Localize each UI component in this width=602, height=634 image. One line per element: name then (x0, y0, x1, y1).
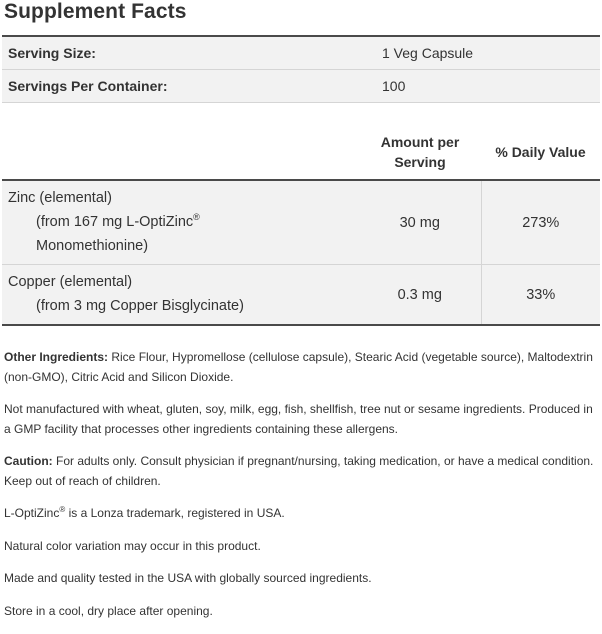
nutrient-table (2, 124, 600, 326)
registered-mark: ® (59, 505, 66, 514)
storage-statement: Store in a cool, dry place after opening. (4, 603, 213, 618)
nutrient-source: (from 3 mg Copper Bisglycinate) (36, 298, 244, 314)
nutrient-amount: 30 mg (399, 214, 440, 231)
made-in-usa-statement: Made and quality tested in the USA with globally sourced ingredients. (4, 571, 372, 585)
nutrient-table-header (2, 124, 600, 180)
servings-per-container-row (2, 69, 600, 102)
nutrient-daily-value: 273% (481, 180, 600, 265)
nutrient-name-cell (2, 180, 359, 265)
trademark-statement (4, 504, 598, 524)
other-ingredients (4, 348, 598, 387)
servings-per-container-value: 100 (382, 78, 406, 94)
caution-statement (4, 452, 598, 491)
nutrient-source-text: (from 167 mg L-OptiZinc (36, 214, 194, 230)
trademark-text: is a Lonza trademark, registered in USA. (65, 506, 285, 520)
serving-size-value: 1 Veg Capsule (382, 45, 474, 61)
nutrient-name-cell (2, 265, 359, 326)
serving-size-label: Serving Size: (8, 45, 96, 61)
nutrient-amount: 0.3 mg (359, 265, 481, 326)
serving-size-row (2, 37, 600, 69)
label-notes (4, 348, 598, 634)
caution-label: Caution: (4, 454, 53, 468)
nutrient-source (8, 210, 353, 258)
table-row (2, 180, 600, 265)
servings-per-container-label: Servings Per Container: (8, 78, 168, 94)
other-ingredients-label: Other Ingredients: (4, 350, 109, 364)
allergen-statement: Not manufactured with wheat, gluten, soy, milk, egg, fish, shellfish, tree nut or sesame ingredients. Produced in a GMP facility that processes other ingredients containing these allergens. (4, 402, 593, 436)
table-row (2, 265, 600, 326)
serving-info (2, 35, 600, 103)
registered-mark: ® (193, 212, 200, 223)
nutrient-source-continued: Monomethionine) (36, 238, 149, 254)
nutrient-name: Zinc (elemental) (8, 190, 112, 206)
nutrient-daily-value: 33% (481, 265, 600, 326)
color-variation-statement: Natural color variation may occur in this product. (4, 538, 261, 553)
daily-value-header: % Daily Value (495, 144, 586, 160)
page-title: Supplement Facts (4, 0, 187, 23)
other-ingredients-text: Rice Flour, Hypromellose (cellulose capsule), Stearic Acid (vegetable source), Maltodextrin (non-GMO), Citric Acid and Silicon Dioxide. (4, 350, 593, 384)
nutrient-name: Copper (elemental) (8, 274, 133, 290)
caution-text: For adults only. Consult physician if pregnant/nursing, taking medication, or have a medical condition. Keep out of reach of children. (4, 454, 594, 488)
amount-per-serving-header: Amount per Serving (380, 134, 460, 170)
trademark-name: L-OptiZinc (4, 506, 60, 520)
